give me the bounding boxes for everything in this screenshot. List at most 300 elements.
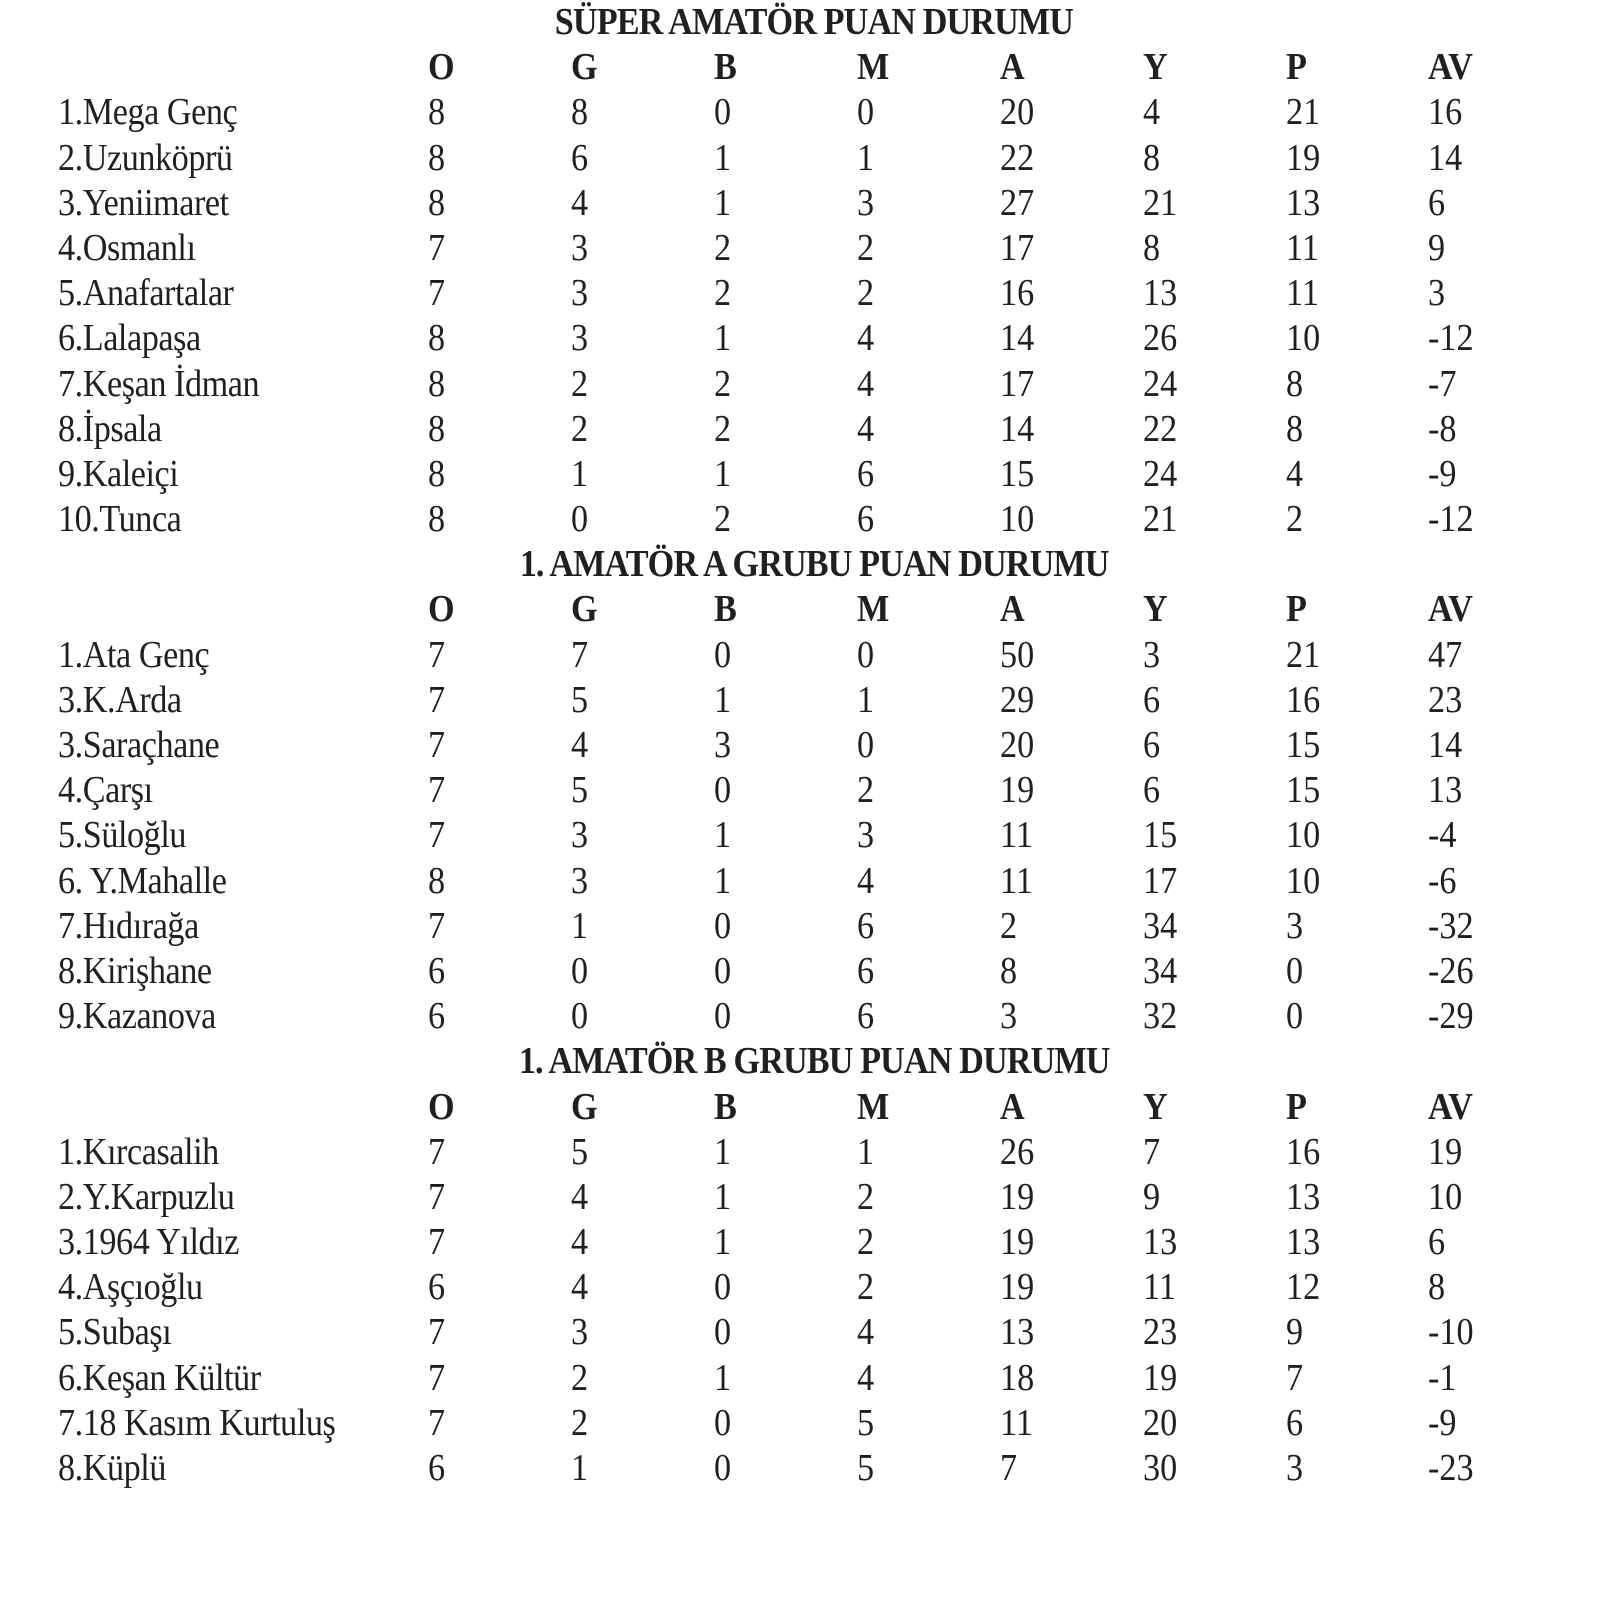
stat-cell: 21 (1143, 498, 1178, 541)
stat-cell: 19 (1143, 1356, 1178, 1399)
stat-cell: 8 (1143, 226, 1161, 269)
stat-cell: 6 (857, 452, 875, 495)
stat-cell: 9 (1286, 1311, 1304, 1354)
table-row (0, 859, 1618, 904)
stat-cell: 23 (1428, 678, 1463, 721)
stat-cell: 7 (1286, 1356, 1304, 1399)
column-header: P (1286, 46, 1307, 89)
stat-cell: 5 (571, 1130, 589, 1173)
stat-cell: 6 (857, 498, 875, 541)
stat-cell: 16 (1000, 272, 1035, 315)
stat-cell: 3 (1000, 995, 1018, 1038)
team-name: 3.1964 Yıldız (58, 1221, 239, 1264)
stat-cell: 6 (571, 136, 589, 179)
stat-cell: 23 (1143, 1311, 1178, 1354)
stat-cell: 1 (571, 904, 589, 947)
stat-cell: 7 (428, 904, 446, 947)
stat-cell: 17 (1143, 859, 1178, 902)
table-row (0, 1175, 1618, 1220)
stat-cell: 24 (1143, 452, 1178, 495)
stat-cell: 2 (857, 1175, 875, 1218)
stat-cell: 6 (1143, 724, 1161, 766)
stat-cell: 7 (428, 724, 446, 766)
team-name: 9.Kazanova (58, 995, 216, 1038)
stat-cell: 6 (857, 995, 875, 1038)
team-name: 5.Anafartalar (58, 272, 234, 315)
stat-cell: 13 (1428, 769, 1463, 812)
stat-cell: 1 (714, 317, 732, 360)
stat-cell: 7 (428, 1401, 446, 1444)
stat-cell: 2 (857, 226, 875, 269)
team-name: 8.Küplü (58, 1447, 166, 1489)
table-row (0, 271, 1618, 316)
table-row (0, 994, 1618, 1039)
column-header: Y (1143, 46, 1168, 89)
stat-cell: 10 (1000, 498, 1035, 541)
stat-cell: 4 (571, 181, 589, 224)
stat-cell: 1 (714, 181, 732, 224)
column-header: G (571, 46, 598, 89)
stat-cell: 19 (1286, 136, 1321, 179)
stat-cell: 1 (714, 1130, 732, 1173)
stat-cell: 7 (428, 272, 446, 315)
stat-cell: 21 (1143, 181, 1178, 224)
stat-cell: 2 (571, 362, 589, 405)
stat-cell: -32 (1428, 904, 1474, 947)
column-header: B (714, 1085, 737, 1128)
table-row (0, 362, 1618, 407)
stat-cell: 21 (1286, 633, 1321, 676)
stat-cell: -10 (1428, 1311, 1474, 1354)
stat-cell: 32 (1143, 995, 1178, 1038)
column-header: AV (1428, 588, 1473, 631)
table-row (0, 723, 1618, 768)
stat-cell: 13 (1000, 1311, 1035, 1354)
stat-cell: -29 (1428, 995, 1474, 1038)
section-title-text: SÜPER AMATÖR PUAN DURUMU (554, 1, 1074, 43)
stat-cell: 4 (571, 1221, 589, 1264)
table-row (0, 678, 1618, 723)
stat-cell: 8 (428, 859, 446, 902)
stat-cell: 6 (1428, 181, 1446, 224)
stat-cell: 14 (1428, 136, 1463, 179)
team-name: 8.İpsala (58, 407, 162, 450)
stat-cell: 9 (1143, 1175, 1161, 1218)
stat-cell: 1 (857, 678, 875, 721)
table-header-row (0, 1085, 1618, 1130)
stat-cell: 3 (714, 724, 732, 766)
stat-cell: 4 (857, 1356, 875, 1399)
stat-cell: 0 (714, 949, 732, 992)
stat-cell: 7 (428, 1130, 446, 1173)
stat-cell: -8 (1428, 407, 1457, 450)
stat-cell: 6 (857, 949, 875, 992)
table-row (0, 90, 1618, 135)
stat-cell: 13 (1286, 181, 1321, 224)
stat-cell: 11 (1000, 814, 1033, 857)
stat-cell: 0 (714, 904, 732, 947)
stat-cell: 3 (1286, 1447, 1304, 1489)
stat-cell: 8 (428, 181, 446, 224)
table-row (0, 181, 1618, 226)
stat-cell: 0 (571, 498, 589, 541)
team-name: 2.Y.Karpuzlu (58, 1175, 235, 1218)
stat-cell: 4 (857, 362, 875, 405)
team-name: 7.Hıdırağa (58, 904, 199, 947)
table-header-row (0, 587, 1618, 632)
stat-cell: -1 (1428, 1356, 1457, 1399)
stat-cell: 13 (1143, 1221, 1178, 1264)
stat-cell: 20 (1143, 1401, 1178, 1444)
stat-cell: 0 (857, 91, 875, 134)
stat-cell: -6 (1428, 859, 1457, 902)
column-header: Y (1143, 588, 1168, 631)
stat-cell: 7 (1143, 1130, 1161, 1173)
table-row (0, 497, 1618, 542)
stat-cell: 1 (714, 1175, 732, 1218)
stat-cell: 3 (571, 317, 589, 360)
team-name: 3.Yeniimaret (58, 181, 229, 224)
stat-cell: 15 (1143, 814, 1178, 857)
table-row (0, 136, 1618, 181)
stat-cell: 14 (1000, 317, 1035, 360)
stat-cell: 14 (1428, 724, 1463, 766)
stat-cell: 9 (1428, 226, 1446, 269)
stat-cell: 0 (714, 1311, 732, 1354)
team-name: 8.Kirişhane (58, 949, 212, 992)
stat-cell: 2 (714, 362, 732, 405)
stat-cell: 8 (428, 317, 446, 360)
team-name: 4.Çarşı (58, 769, 153, 812)
column-header: B (714, 588, 737, 631)
table-row (0, 904, 1618, 949)
stat-cell: 1 (714, 678, 732, 721)
stat-cell: 1 (714, 1356, 732, 1399)
stat-cell: -4 (1428, 814, 1457, 857)
stat-cell: 19 (1428, 1130, 1463, 1173)
table-row (0, 452, 1618, 497)
column-header: O (428, 588, 455, 631)
team-name: 7.18 Kasım Kurtuluş (58, 1401, 336, 1444)
stat-cell: 6 (428, 1447, 446, 1489)
stat-cell: -9 (1428, 452, 1457, 495)
stat-cell: 4 (571, 1175, 589, 1218)
stat-cell: 6 (428, 949, 446, 992)
stat-cell: 30 (1143, 1447, 1178, 1489)
stat-cell: 29 (1000, 678, 1035, 721)
table-row (0, 1446, 1618, 1491)
table-row (0, 1310, 1618, 1355)
column-header: A (1000, 1085, 1025, 1128)
stat-cell: 0 (714, 769, 732, 812)
stat-cell: 2 (571, 407, 589, 450)
stat-cell: 2 (714, 226, 732, 269)
stat-cell: 13 (1143, 272, 1178, 315)
stat-cell: 2 (1000, 904, 1018, 947)
stat-cell: 5 (857, 1447, 875, 1489)
team-name: 6.Keşan Kültür (58, 1356, 261, 1399)
stat-cell: 7 (428, 226, 446, 269)
stat-cell: 2 (1286, 498, 1304, 541)
stat-cell: 7 (428, 1311, 446, 1354)
stat-cell: 11 (1286, 272, 1319, 315)
column-header: Y (1143, 1085, 1168, 1128)
stat-cell: 10 (1286, 814, 1321, 857)
table-row (0, 1265, 1618, 1310)
stat-cell: 16 (1286, 1130, 1321, 1173)
stat-cell: 8 (1286, 407, 1304, 450)
stat-cell: 16 (1286, 678, 1321, 721)
stat-cell: 11 (1000, 1401, 1033, 1444)
stat-cell: 3 (571, 814, 589, 857)
stat-cell: 6 (428, 1266, 446, 1309)
stat-cell: 6 (1143, 769, 1161, 812)
stat-cell: 7 (428, 1175, 446, 1218)
stat-cell: 8 (1000, 949, 1018, 992)
stat-cell: 14 (1000, 407, 1035, 450)
table-row (0, 1401, 1618, 1446)
stat-cell: 1 (714, 452, 732, 495)
stat-cell: 2 (571, 1356, 589, 1399)
stat-cell: 47 (1428, 633, 1463, 676)
stat-cell: 0 (1286, 949, 1304, 992)
stat-cell: 10 (1428, 1175, 1463, 1218)
stat-cell: 7 (428, 814, 446, 857)
stat-cell: -7 (1428, 362, 1457, 405)
table-row (0, 316, 1618, 361)
table-row (0, 633, 1618, 678)
stat-cell: 8 (571, 91, 589, 134)
stat-cell: 6 (1143, 678, 1161, 721)
stat-cell: 5 (857, 1401, 875, 1444)
stat-cell: 3 (571, 859, 589, 902)
stat-cell: 7 (428, 633, 446, 676)
stat-cell: 7 (428, 678, 446, 721)
table-row (0, 1356, 1618, 1401)
section-title (0, 1039, 1618, 1084)
stat-cell: 2 (857, 769, 875, 812)
stat-cell: 1 (857, 136, 875, 179)
stat-cell: 7 (428, 1356, 446, 1399)
table-row (0, 407, 1618, 452)
stat-cell: 22 (1143, 407, 1178, 450)
stat-cell: 4 (571, 724, 589, 766)
stat-cell: 0 (714, 995, 732, 1038)
stat-cell: 8 (428, 362, 446, 405)
stat-cell: 0 (571, 949, 589, 992)
table-header-row (0, 45, 1618, 90)
team-name: 6.Lalapaşa (58, 317, 201, 360)
column-header: P (1286, 1085, 1307, 1128)
stat-cell: 19 (1000, 1266, 1035, 1309)
team-name: 1.Ata Genç (58, 633, 210, 676)
column-header: G (571, 588, 598, 631)
stat-cell: 15 (1000, 452, 1035, 495)
stat-cell: 4 (1286, 452, 1304, 495)
stat-cell: -23 (1428, 1447, 1474, 1489)
section-title (0, 542, 1618, 587)
stat-cell: 7 (571, 633, 589, 676)
stat-cell: 8 (428, 498, 446, 541)
stat-cell: 19 (1000, 1221, 1035, 1264)
stat-cell: 2 (857, 1221, 875, 1264)
team-name: 10.Tunca (58, 498, 182, 541)
stat-cell: 21 (1286, 91, 1321, 134)
stat-cell: 1 (857, 1130, 875, 1173)
column-header: B (714, 46, 737, 89)
stat-cell: 6 (857, 904, 875, 947)
stat-cell: 27 (1000, 181, 1035, 224)
stat-cell: 10 (1286, 859, 1321, 902)
stat-cell: 8 (428, 91, 446, 134)
column-header: M (857, 46, 890, 89)
column-header: AV (1428, 1085, 1473, 1128)
column-header: M (857, 1085, 890, 1128)
stat-cell: 2 (714, 407, 732, 450)
stat-cell: 11 (1000, 859, 1033, 902)
column-header: G (571, 1085, 598, 1128)
stat-cell: 8 (1286, 362, 1304, 405)
stat-cell: 19 (1000, 1175, 1035, 1218)
stat-cell: 26 (1143, 317, 1178, 360)
stat-cell: 0 (714, 1266, 732, 1309)
stat-cell: -12 (1428, 498, 1474, 541)
stat-cell: 0 (571, 995, 589, 1038)
column-header: P (1286, 588, 1307, 631)
stat-cell: 26 (1000, 1130, 1035, 1173)
stat-cell: 4 (571, 1266, 589, 1309)
stat-cell: 1 (714, 814, 732, 857)
table-row (0, 949, 1618, 994)
stat-cell: 1 (571, 1447, 589, 1489)
column-header: O (428, 46, 455, 89)
stat-cell: 2 (857, 1266, 875, 1309)
stat-cell: 34 (1143, 904, 1178, 947)
stat-cell: 3 (571, 226, 589, 269)
stat-cell: 3 (857, 181, 875, 224)
stat-cell: 3 (1286, 904, 1304, 947)
stat-cell: 4 (857, 317, 875, 360)
team-name: 4.Osmanlı (58, 226, 196, 269)
stat-cell: -9 (1428, 1401, 1457, 1444)
stat-cell: 4 (857, 407, 875, 450)
stat-cell: 22 (1000, 136, 1035, 179)
stat-cell: 7 (1000, 1447, 1018, 1489)
stat-cell: 13 (1286, 1221, 1321, 1264)
stat-cell: 0 (857, 633, 875, 676)
stat-cell: 6 (1286, 1401, 1304, 1444)
stat-cell: 5 (571, 769, 589, 812)
team-name: 1.Kırcasalih (58, 1130, 219, 1173)
stat-cell: 8 (428, 136, 446, 179)
stat-cell: 34 (1143, 949, 1178, 992)
stat-cell: 8 (1143, 136, 1161, 179)
section-title-text: 1. AMATÖR A GRUBU PUAN DURUMU (519, 543, 1109, 586)
stat-cell: 4 (1143, 91, 1161, 134)
stat-cell: 0 (857, 724, 875, 766)
column-header: M (857, 588, 890, 631)
section-title (0, 0, 1618, 45)
column-header: A (1000, 588, 1025, 631)
team-name: 2.Uzunköprü (58, 136, 233, 179)
stat-cell: 6 (1428, 1221, 1446, 1264)
stat-cell: 8 (428, 407, 446, 450)
stat-cell: 10 (1286, 317, 1321, 360)
stat-cell: 0 (714, 91, 732, 134)
stat-cell: -12 (1428, 317, 1474, 360)
stat-cell: 1 (714, 136, 732, 179)
stat-cell: 8 (1428, 1266, 1446, 1309)
stat-cell: 16 (1428, 91, 1463, 134)
stat-cell: 12 (1286, 1266, 1321, 1309)
stat-cell: 11 (1286, 226, 1319, 269)
stat-cell: 0 (714, 633, 732, 676)
table-row (0, 1130, 1618, 1175)
column-header: AV (1428, 46, 1473, 89)
table-row (0, 813, 1618, 858)
stat-cell: 8 (428, 452, 446, 495)
stat-cell: 15 (1286, 769, 1321, 812)
team-name: 4.Aşçıoğlu (58, 1266, 203, 1309)
stat-cell: 13 (1286, 1175, 1321, 1218)
stat-cell: 2 (857, 272, 875, 315)
stat-cell: 50 (1000, 633, 1035, 676)
stat-cell: 0 (714, 1447, 732, 1489)
team-name: 3.K.Arda (58, 678, 182, 721)
stat-cell: 3 (1428, 272, 1446, 315)
stat-cell: 4 (857, 859, 875, 902)
stat-cell: 24 (1143, 362, 1178, 405)
team-name: 9.Kaleiçi (58, 452, 179, 495)
stat-cell: 7 (428, 769, 446, 812)
stat-cell: 5 (571, 678, 589, 721)
stat-cell: 15 (1286, 724, 1321, 766)
team-name: 1.Mega Genç (58, 91, 238, 134)
stat-cell: 4 (857, 1311, 875, 1354)
team-name: 7.Keşan İdman (58, 362, 260, 405)
stat-cell: 2 (571, 1401, 589, 1444)
stat-cell: 2 (714, 498, 732, 541)
stat-cell: 6 (428, 995, 446, 1038)
section-title-text: 1. AMATÖR B GRUBU PUAN DURUMU (518, 1040, 1110, 1083)
team-name: 3.Saraçhane (58, 724, 220, 766)
stat-cell: 18 (1000, 1356, 1035, 1399)
table-row (0, 1220, 1618, 1265)
stat-cell: 17 (1000, 362, 1035, 405)
stat-cell: 2 (714, 272, 732, 315)
stat-cell: 3 (571, 272, 589, 315)
stat-cell: 1 (571, 452, 589, 495)
stat-cell: 0 (714, 1401, 732, 1444)
team-name: 5.Subaşı (58, 1311, 172, 1354)
team-name: 5.Süloğlu (58, 814, 187, 857)
stat-cell: 1 (714, 1221, 732, 1264)
team-name: 6. Y.Mahalle (58, 859, 227, 902)
stat-cell: 17 (1000, 226, 1035, 269)
stat-cell: 20 (1000, 91, 1035, 134)
stat-cell: 3 (857, 814, 875, 857)
stat-cell: 3 (571, 1311, 589, 1354)
stat-cell: 19 (1000, 769, 1035, 812)
column-header: A (1000, 46, 1025, 89)
stat-cell: 11 (1143, 1266, 1176, 1309)
table-row (0, 226, 1618, 271)
stat-cell: 20 (1000, 724, 1035, 766)
stat-cell: -26 (1428, 949, 1474, 992)
table-row (0, 768, 1618, 813)
stat-cell: 0 (1286, 995, 1304, 1038)
stat-cell: 7 (428, 1221, 446, 1264)
